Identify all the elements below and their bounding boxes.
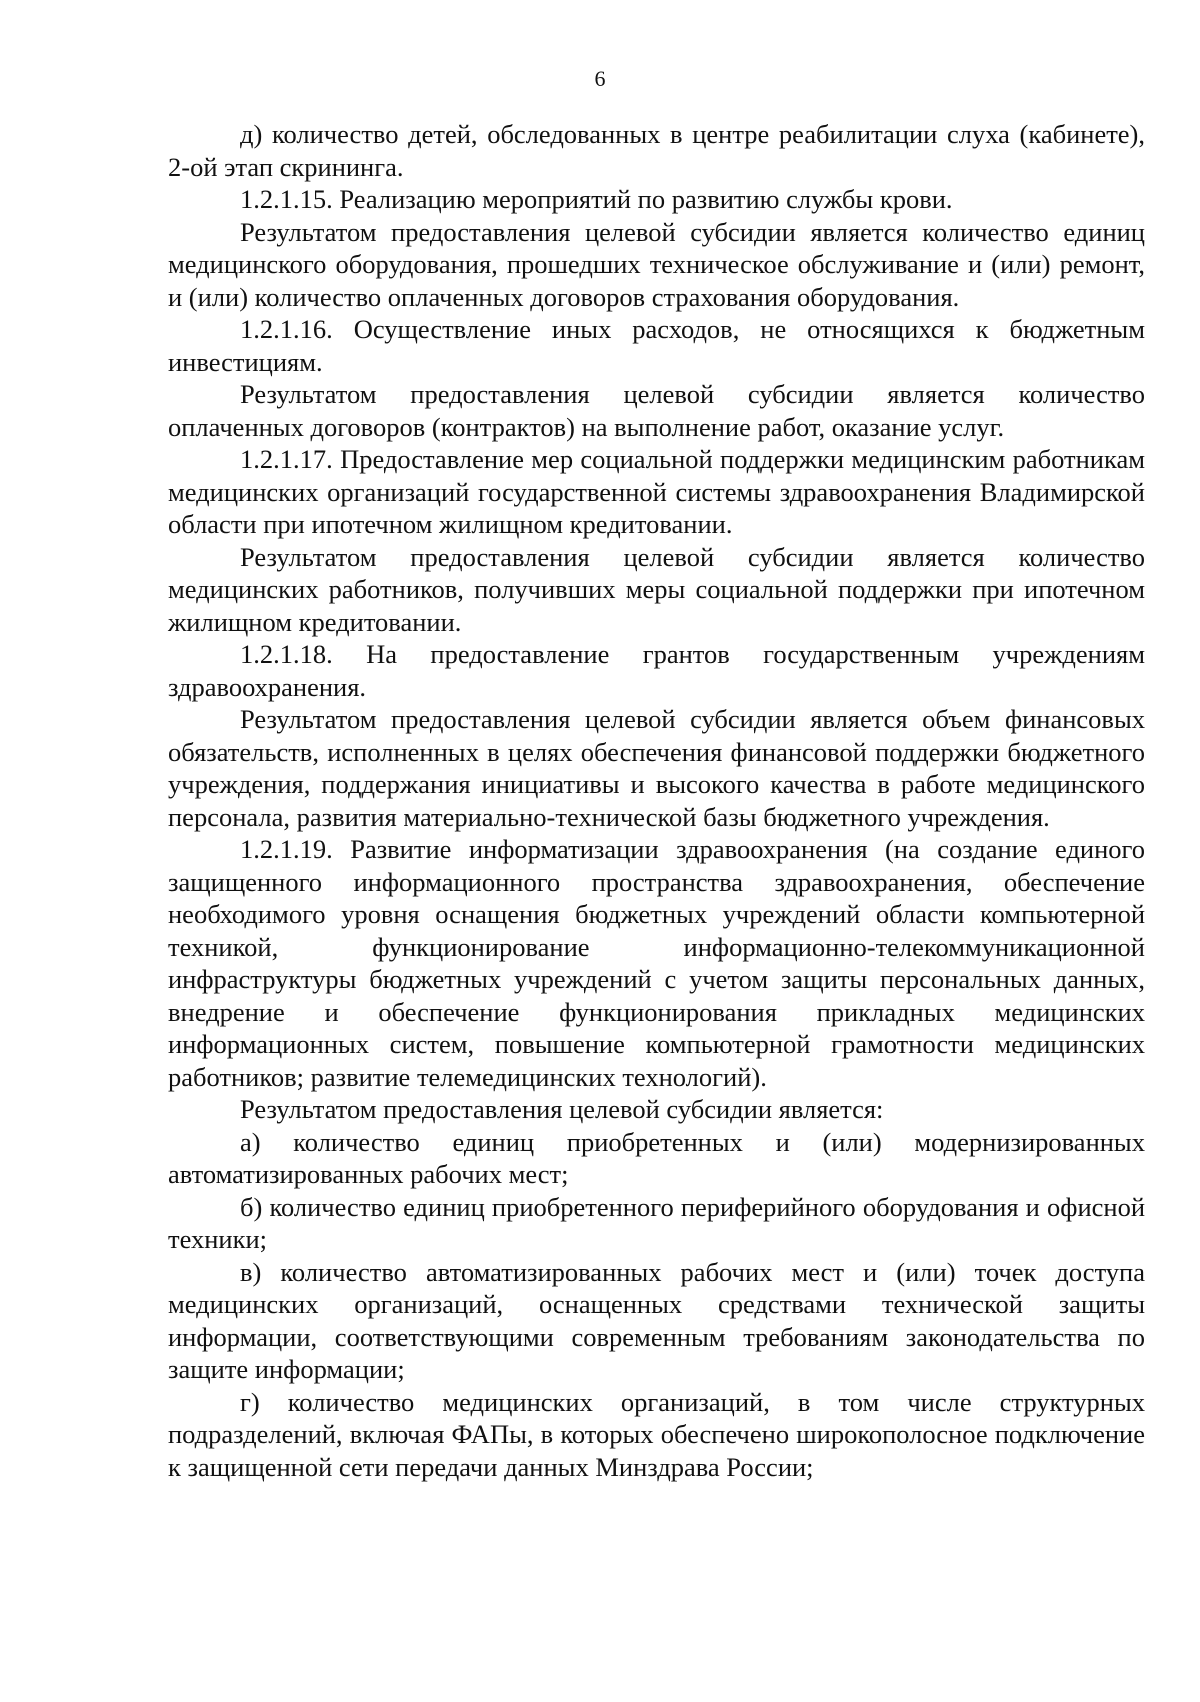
paragraph-section-1-2-1-15: 1.2.1.15. Реализацию мероприятий по развитию службы крови. xyxy=(240,184,953,214)
paragraph-section-1-2-1-16: 1.2.1.16. Осуществление иных расходов, не относящихся к бюджетным инвестициям. xyxy=(168,314,1145,377)
paragraph-section-1-2-1-18: 1.2.1.18. На предоставление грантов государственным учреждениям здравоохранения. xyxy=(168,639,1145,702)
paragraph-section-1-2-1-19: 1.2.1.19. Развитие информатизации здравоохранения (на создание единого защищенного информационного пространства здравоохранения, обеспечение необходимого уровня оснащения бюджетных учреждений области компьютерной техникой, функционирование информационно-телекоммуникационной инфраструктуры бюджетных учреждений с учетом защиты персональных данных, внедрение и обеспечение функционирования прикладных медицинских информационных систем, повышение компьютерной грамотности медицинских работников; развитие телемедицинских технологий). xyxy=(168,834,1145,1092)
paragraph-result: Результатом предоставления целевой субсидии является количество медицинских работников, получивших меры социальной поддержки при ипотечном жилищном кредитовании. xyxy=(168,541,1145,637)
paragraph-section-1-2-1-17: 1.2.1.17. Предоставление мер социальной поддержки медицинским работникам медицинских организаций государственной системы здравоохранения Владимирской области при ипотечном жилищном кредитовании. xyxy=(168,444,1145,539)
paragraph-item-v: в) количество автоматизированных рабочих мест и (или) точек доступа медицинских организаций, оснащенных средствами технической защиты информации, соответствующими современным требованиям законодательства по защите информации; xyxy=(168,1256,1145,1384)
paragraph-result: Результатом предоставления целевой субсидии является объем финансовых обязательств, исполненных в целях обеспечения финансовой поддержки бюджетного учреждения, поддержания инициативы и высокого качества в работе медицинского персонала, развития материально-технической базы бюджетного учреждения. xyxy=(168,704,1145,832)
paragraph-result-intro: Результатом предоставления целевой субсидии является: xyxy=(240,1094,884,1124)
paragraph-item-b: б) количество единиц приобретенного периферийного оборудования и офисной техники; xyxy=(168,1191,1145,1254)
paragraph-item-g: г) количество медицинских организаций, в том числе структурных подразделений, включая ФАПы, в которых обеспечено широкополосное подключение к защищенной сети передачи данных Минздрава России; xyxy=(168,1386,1145,1482)
document-body xyxy=(168,118,1145,1483)
paragraph-item-a: а) количество единиц приобретенных и (или) модернизированных автоматизированных рабочих мест; xyxy=(168,1126,1145,1189)
paragraph-result: Результатом предоставления целевой субсидии является количество оплаченных договоров (контрактов) на выполнение работ, оказание услуг. xyxy=(168,379,1145,442)
page-number: 6 xyxy=(594,66,606,91)
paragraph-result: Результатом предоставления целевой субсидии является количество единиц медицинского оборудования, прошедших техническое обслуживание и (или) ремонт, и (или) количество оплаченных договоров страхования оборудования. xyxy=(168,216,1145,312)
paragraph-item-d: д) количество детей, обследованных в центре реабилитации слуха (кабинете), 2-ой этап скрининга. xyxy=(168,119,1145,182)
